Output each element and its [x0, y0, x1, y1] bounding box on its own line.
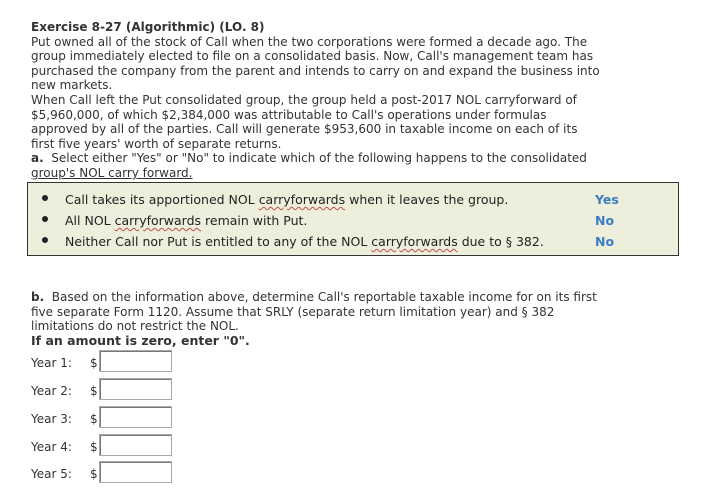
intro-line: When Call left the Put consolidated group, the group held a post-2017 NOL carryforward of: [31, 92, 577, 107]
intro-line: purchased the company from the parent and intends to carry on and expand the business into: [31, 63, 600, 78]
problem-statement: [31, 20, 631, 181]
bullet-icon: [42, 237, 48, 243]
bullet-icon: [42, 195, 48, 201]
statement-text: Neither Call nor Put is entitled to any of the NOL carryforwards due to § 382.: [65, 234, 544, 249]
year-3-input[interactable]: [99, 406, 172, 428]
statement-row: [28, 192, 678, 212]
intro-line: group immediately elected to file on a consolidated basis. Now, Call's management team has: [31, 49, 594, 64]
year-3-row: [31, 406, 181, 432]
zero-note: If an amount is zero, enter "0".: [31, 332, 250, 348]
answer-select[interactable]: No: [595, 234, 615, 249]
year-5-input[interactable]: [99, 461, 172, 483]
part-b-line: limitations do not restrict the NOL.: [31, 319, 239, 334]
part-b-prefix: b.: [31, 290, 45, 304]
year-1-input[interactable]: [99, 350, 172, 372]
dollar-sign: $: [90, 467, 98, 481]
intro-line: first five years' worth of separate returns.: [31, 136, 282, 151]
dollar-sign: $: [90, 440, 98, 454]
dollar-sign: $: [90, 384, 98, 398]
exercise-title: Exercise 8-27 (Algorithmic) (LO. 8): [31, 20, 265, 34]
year-5-row: [31, 461, 181, 487]
statement-row: [28, 234, 678, 254]
year-label: Year 4:: [31, 440, 72, 454]
year-1-row: [31, 350, 181, 376]
part-b-line: five separate Form 1120. Assume that SRLY (separate return limitation year) and § 382: [31, 304, 555, 319]
part-a-prefix: a.: [31, 151, 44, 166]
part-b-line: b. Based on the information above, determine Call's reportable taxable income for on its first: [31, 290, 597, 304]
intro-line: Put owned all of the stock of Call when the two corporations were formed a decade ago. The: [31, 34, 588, 49]
statement-text: Call takes its apportioned NOL carryforwards when it leaves the group.: [65, 192, 509, 207]
answer-select[interactable]: Yes: [595, 192, 619, 207]
year-label: Year 5:: [31, 467, 72, 481]
year-label: Year 3:: [31, 412, 72, 426]
part-a-answer-box: [27, 182, 679, 256]
year-label: Year 1:: [31, 356, 72, 370]
year-2-input[interactable]: [99, 378, 172, 400]
part-a-instruction-cont: group's NOL carry forward.: [31, 165, 193, 180]
statement-text: All NOL carryforwards remain with Put.: [65, 213, 308, 228]
dollar-sign: $: [90, 412, 98, 426]
answer-select[interactable]: No: [595, 213, 615, 228]
year-2-row: [31, 378, 181, 404]
part-b-instructions: [31, 290, 631, 348]
year-label: Year 2:: [31, 384, 72, 398]
dollar-sign: $: [90, 356, 98, 370]
intro-line: approved by all of the parties. Call will generate $953,600 in taxable income on each of its: [31, 122, 578, 137]
statement-row: [28, 213, 678, 233]
part-a-instruction: a. Select either "Yes" or "No" to indicate which of the following happens to the consolidated: [31, 151, 587, 166]
year-4-row: [31, 434, 181, 460]
intro-line: $5,960,000, of which $2,384,000 was attributable to Call's operations under formulas: [31, 107, 547, 122]
bullet-icon: [42, 216, 48, 222]
year-4-input[interactable]: [99, 434, 172, 456]
intro-line: new markets.: [31, 78, 113, 93]
